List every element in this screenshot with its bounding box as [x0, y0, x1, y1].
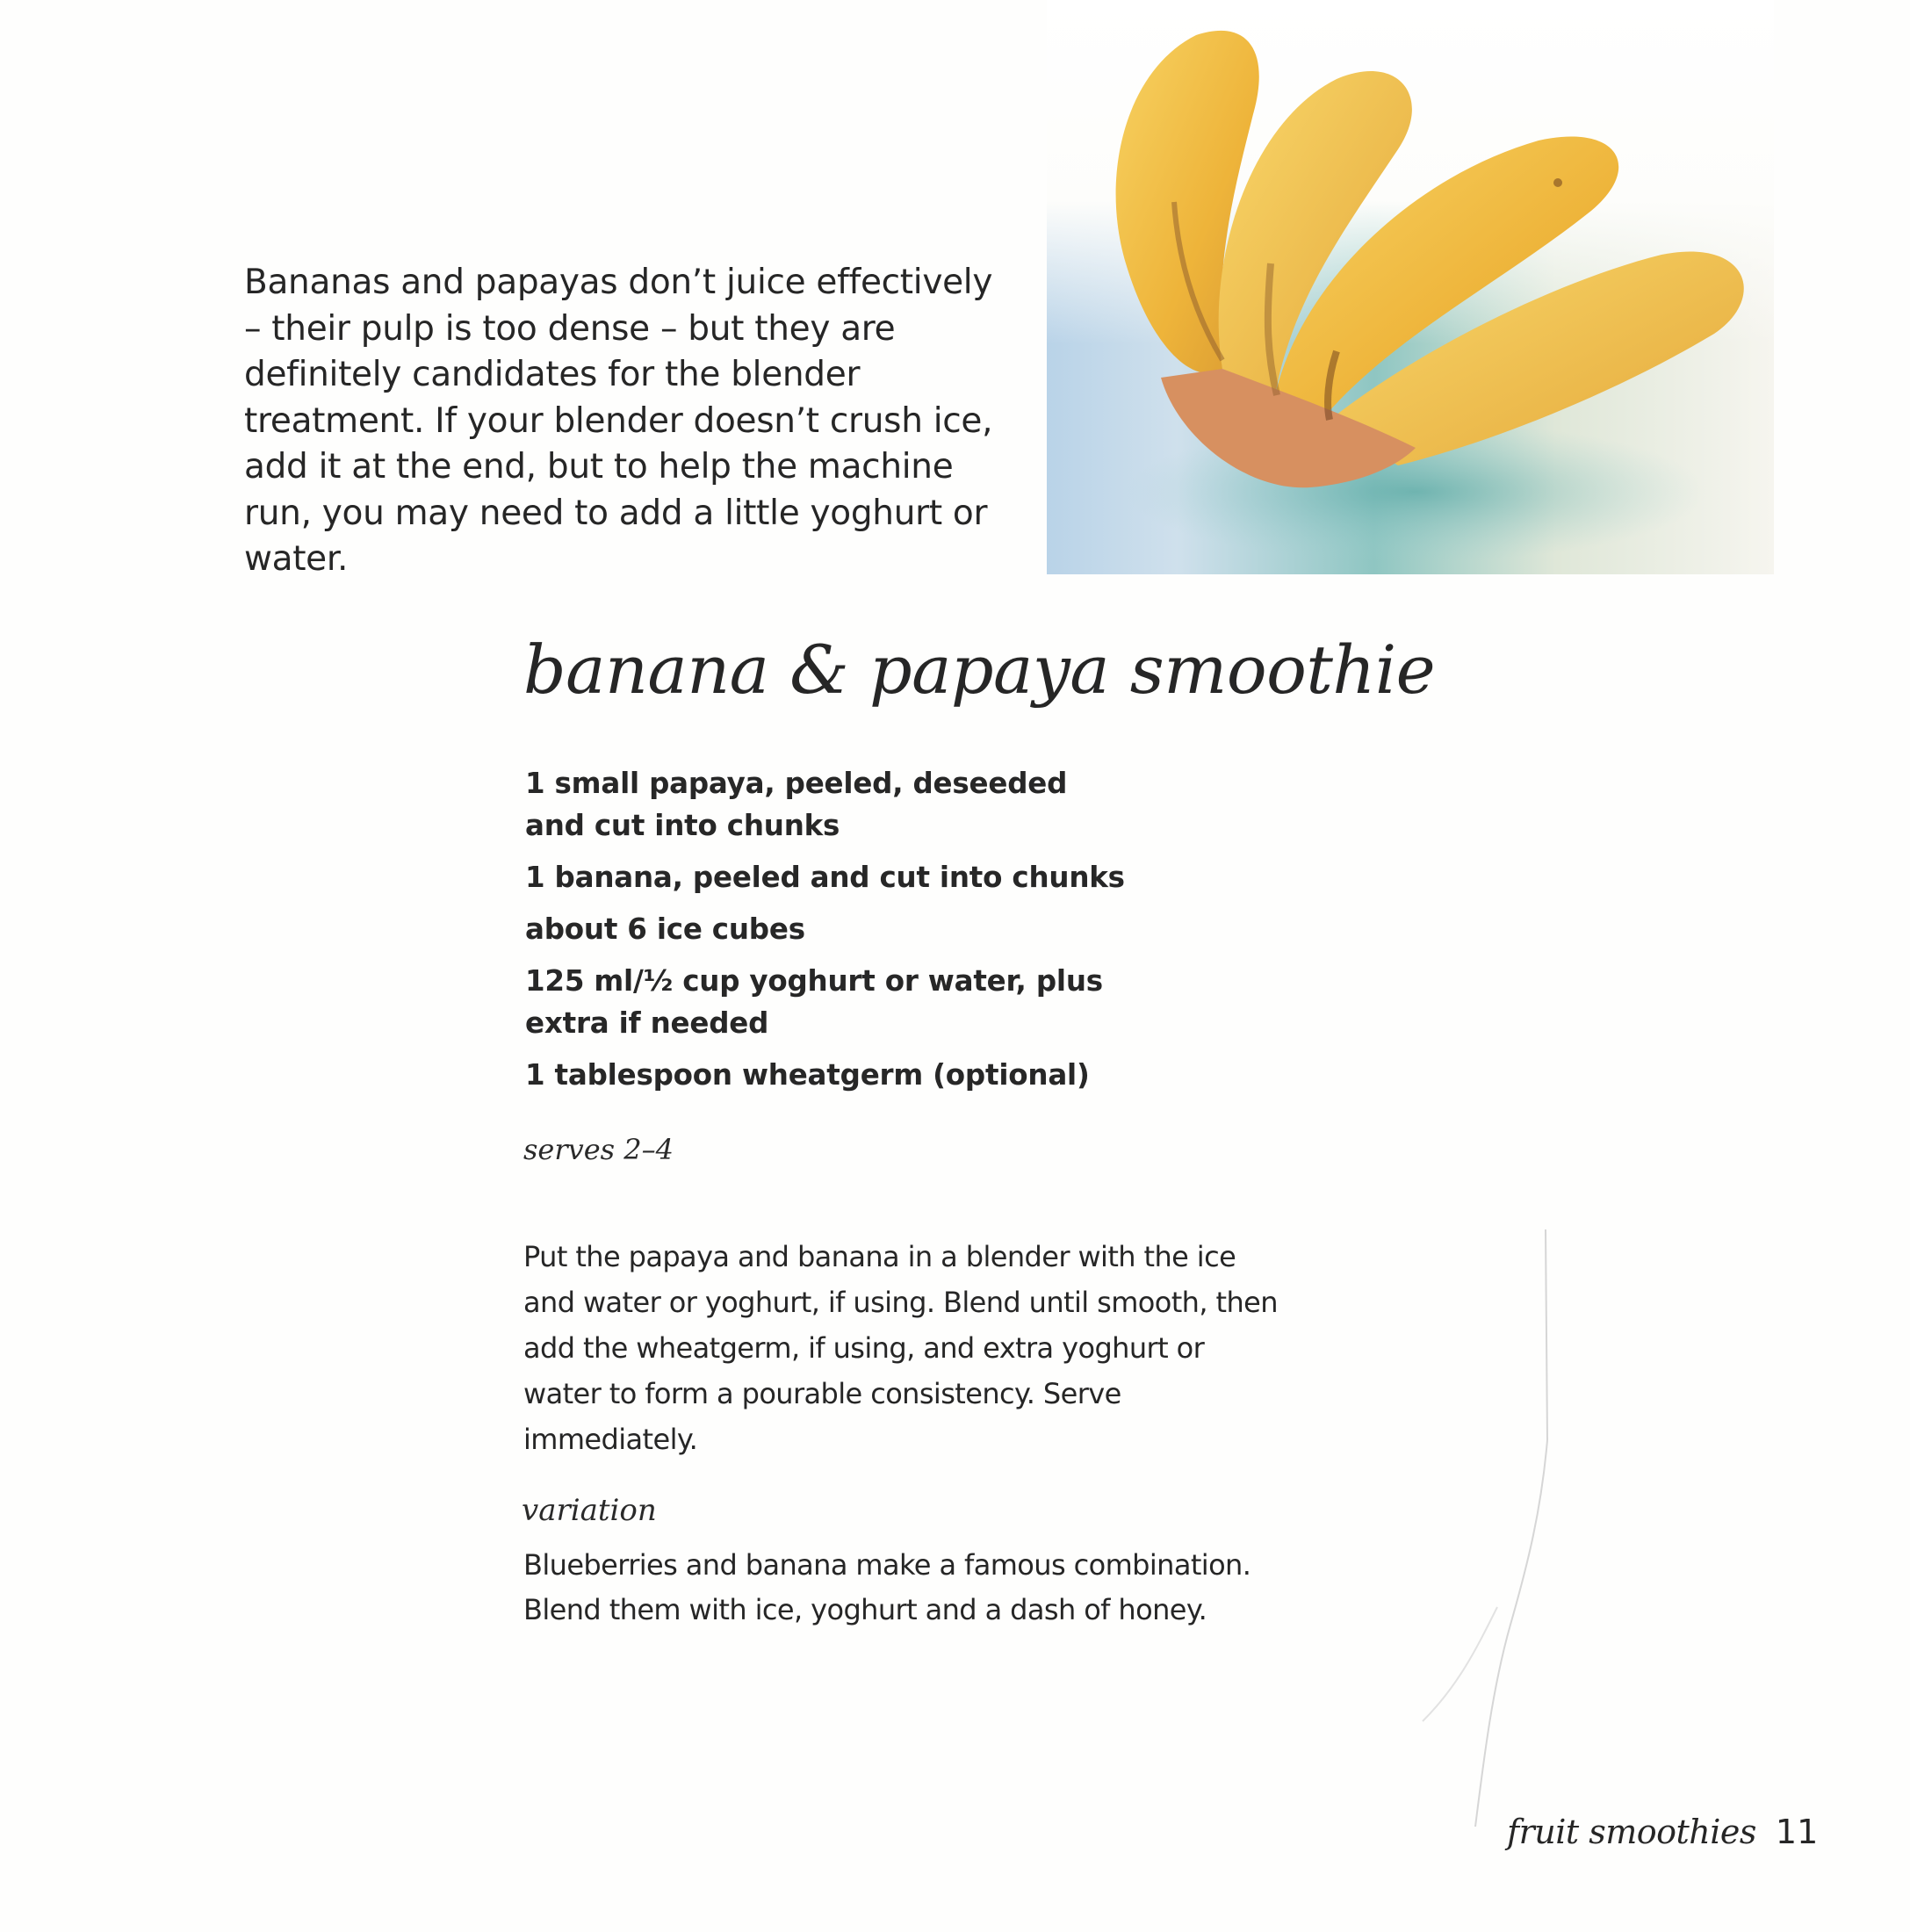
method-paragraph: Put the papaya and banana in a blender with the ice and water or yoghurt, if using. Blend until smooth, then add the wheatgerm, if using, and extra yoghurt or water to form a pourable consistency. Serve immediately.: [523, 1240, 1278, 1456]
intro-paragraph: Bananas and papayas don’t juice effectively – their pulp is too dense – but they are definitely candidates for the blender treatment. If your blender doesn’t crush ice, add it at the end, but to help the machine run, you may need to add a little yoghurt or water.: [244, 263, 993, 579]
banana-icon: [1047, 0, 1774, 574]
ingredient-item: about 6 ice cubes: [525, 912, 805, 946]
page-footer: [1507, 1813, 1818, 1851]
variation-heading: variation: [522, 1493, 657, 1528]
ingredient-item: 1 tablespoon wheatgerm (optional): [525, 1058, 1090, 1092]
ingredient-item: 1 small papaya, peeled, deseeded and cut into chunks: [525, 767, 1068, 842]
page-number: 11: [1775, 1813, 1819, 1851]
ingredient-list: [525, 762, 1140, 1106]
ingredient-item: 1 banana, peeled and cut into chunks: [525, 861, 1125, 894]
paper-crease-mark: [1387, 1229, 1563, 1827]
variation-paragraph: Blueberries and banana make a famous combination. Blend them with ice, yoghurt and a dash of honey.: [523, 1548, 1251, 1626]
section-name: fruit smoothies: [1507, 1813, 1756, 1851]
banana-photo: [1047, 0, 1774, 574]
recipe-title: banana & papaya smoothie: [523, 631, 1436, 709]
serves-count: serves 2–4: [523, 1133, 674, 1166]
ingredient-item: 125 ml/½ cup yoghurt or water, plus extra if needed: [525, 964, 1103, 1040]
